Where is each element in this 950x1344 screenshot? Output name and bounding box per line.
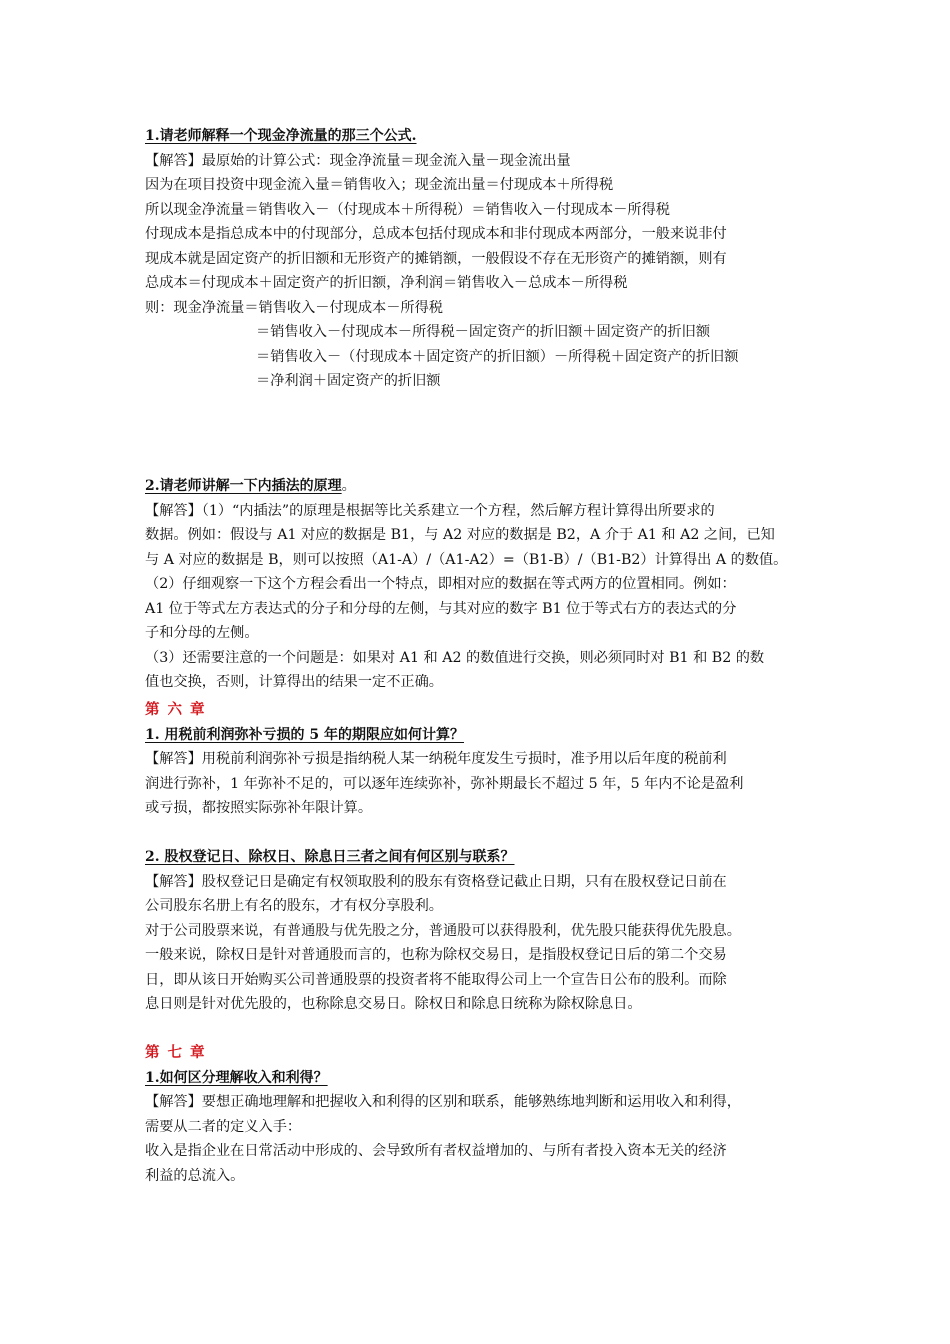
question-heading-row [145, 474, 810, 499]
paragraph-line: 子和分母的左侧。 [145, 625, 259, 641]
paragraph-line: A1 位于等式左方表达式的分子和分母的左侧，与其对应的数字 B1 位于等式右方的表达式的分 [145, 600, 737, 617]
paragraph-line: 一般来说，除权日是针对普通股而言的，也称为除权交易日，是指股权登记日后的第二个交易 [145, 947, 727, 963]
chapter-six-question-two [145, 845, 810, 1017]
paragraph-line: 数据。例如：假设与 A1 对应的数据是 B1，与 A2 对应的数据是 B2，A 介于 A1 和 A2 之间，已知 [145, 527, 775, 543]
paragraph-line: 【解答】最原始的计算公式：现金净流量＝现金流入量－现金流出量 [145, 152, 571, 169]
formula-line: ＝销售收入－（付现成本＋固定资产的折旧额）－所得税＋固定资产的折旧额 [256, 348, 739, 365]
paragraph-line: 值也交换，否则，计算得出的结果一定不正确。 [145, 674, 443, 690]
paragraph-line: 公司股东名册上有名的股东，才有权分享股利。 [145, 898, 443, 914]
paragraph-line: 【解答】（1）“内插法”的原理是根据等比关系建立一个方程，然后解方程计算得出所要求的 [145, 502, 715, 519]
chapter-seven [145, 1041, 810, 1188]
question-heading: 1. 用税前利润弥补亏损的 5 年的期限应如何计算？ [145, 726, 464, 743]
question-heading: 1.请老师解释一个现金净流量的那三个公式. [145, 128, 417, 144]
paragraph-line: 对于公司股票来说，有普通股与优先股之分，普通股可以获得股利，优先股只能获得优先股息。 [145, 922, 741, 939]
question-suffix: 。 [341, 478, 356, 494]
section-cash-flow [145, 124, 810, 394]
section-interpolation [145, 474, 810, 695]
paragraph-line: 或亏损，都按照实际弥补年限计算。 [145, 800, 373, 816]
paragraph-line: 需要从二者的定义入手： [145, 1118, 302, 1135]
paragraph-line: 因为在项目投资中现金流入量＝销售收入；现金流出量＝付现成本＋所得税 [145, 177, 614, 193]
paragraph-line: 日，即从该日开始购买公司普通股票的投资者将不能取得公司上一个宣告日公布的股利。而除 [145, 971, 727, 988]
paragraph-line: 收入是指企业在日常活动中形成的、会导致所有者权益增加的、与所有者投入资本无关的经济 [145, 1143, 727, 1159]
formula-line: ＝销售收入－付现成本－所得税－固定资产的折旧额＋固定资产的折旧额 [256, 324, 711, 340]
chapter-six [145, 698, 810, 821]
paragraph-line: 付现成本是指总成本中的付现部分，总成本包括付现成本和非付现成本两部分，一般来说非付 [145, 226, 727, 242]
paragraph-line: 现成本就是固定资产的折旧额和无形资产的摊销额，一般假设不存在无形资产的摊销额，则有 [145, 250, 727, 267]
paragraph-line: 润进行弥补，1 年弥补不足的，可以逐年连续弥补，弥补期最长不超过 5 年，5 年内不论是盈利 [145, 775, 744, 792]
formula-line: ＝净利润＋固定资产的折旧额 [256, 373, 441, 389]
chapter-heading: 第七章 [145, 1044, 213, 1061]
chapter-heading: 第六章 [145, 701, 213, 718]
paragraph-line: 【解答】要想正确地理解和把握收入和利得的区别和联系，能够熟练地判断和运用收入和利得， [145, 1094, 741, 1110]
paragraph-line: 则：现金净流量＝销售收入－付现成本－所得税 [145, 299, 443, 316]
paragraph-line: 与 A 对应的数据是 B，则可以按照（A1-A）/（A1-A2）=（B1-B）/（B1-B2）计算得出 A 的数值。 [145, 551, 788, 568]
paragraph-line: （2）仔细观察一下这个方程会看出一个特点，即相对应的数据在等式两方的位置相同。例如： [145, 576, 736, 592]
paragraph-line: 息日则是针对优先股的，也称除息交易日。除权日和除息日统称为除权除息日。 [145, 996, 642, 1012]
paragraph-line: 所以现金净流量＝销售收入－（付现成本＋所得税）＝销售收入－付现成本－所得税 [145, 201, 670, 218]
paragraph-line: （3）还需要注意的一个问题是：如果对 A1 和 A2 的数值进行交换，则必须同时对 B1 和 B2 的数 [145, 649, 765, 666]
question-heading: 2. 股权登记日、除权日、除息日三者之间有何区别与联系？ [145, 849, 515, 865]
paragraph-line: 【解答】用税前利润弥补亏损是指纳税人某一纳税年度发生亏损时，准予用以后年度的税前利 [145, 751, 727, 767]
paragraph-line: 总成本＝付现成本＋固定资产的折旧额，净利润＝销售收入－总成本－所得税 [145, 275, 628, 291]
question-heading: 2.请老师讲解一下内插法的原理 [145, 478, 342, 494]
question-heading: 1.如何区分理解收入和利得？ [145, 1069, 328, 1086]
paragraph-line: 利益的总流入。 [145, 1167, 245, 1184]
paragraph-line: 【解答】股权登记日是确定有权领取股利的股东有资格登记截止日期，只有在股权登记日前在 [145, 873, 727, 890]
